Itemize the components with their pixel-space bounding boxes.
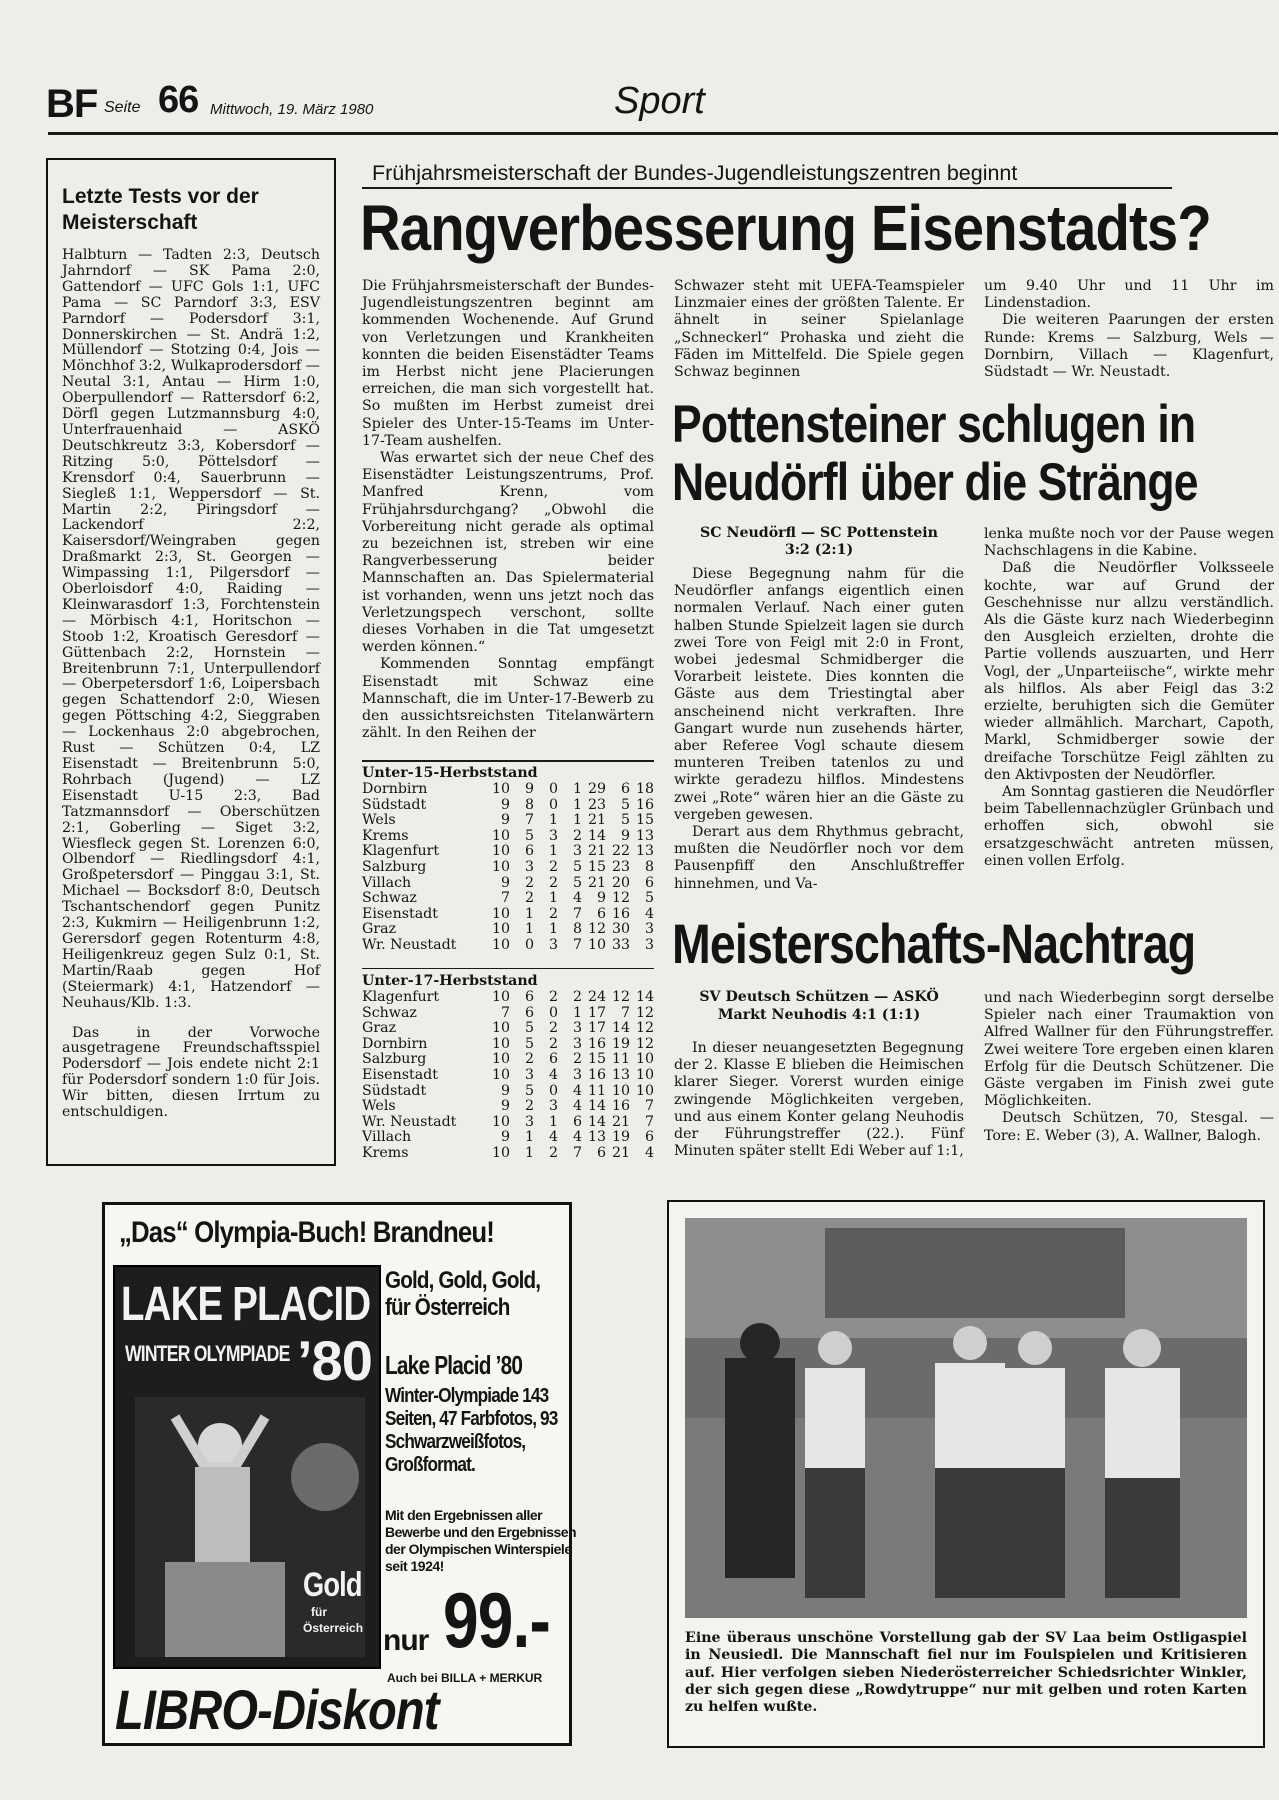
u17-stat-cell: 14 [635,989,654,1005]
u15-stat-cell: 1 [572,781,582,797]
u17-stat-cell: 5 [524,1020,534,1037]
u15-stat-cell: 1 [548,921,558,938]
u15-stat-cell: 22 [611,843,630,860]
u15-stat-cell: 14 [587,827,606,844]
story2-p5: Am Sonntag gastieren die Neudörfler beim Tabellennachzügler Grünbach und erhoffen sich, obwohl sie ersatzgeschwächt antreten müssen, einen vollen Erfolg. [984,784,1274,869]
u17-row [362,990,654,1006]
ad-pitch-details: Winter-Olympiade 143 Seiten, 47 Farbfotos, 93 Schwarzweißfotos, Großformat. [385,1385,558,1476]
u15-stat-cell: 15 [587,858,606,875]
u15-stat-cell: 3 [572,843,582,860]
u17-team-cell: Dornbirn [362,1035,428,1052]
main-col3-p1: um 9.40 Uhr und 11 Uhr im Lindenstadion. [984,278,1274,312]
u17-stat-cell: 5 [524,1035,534,1052]
u17-stat-cell: 10 [491,1051,510,1068]
u17-stat-cell: 2 [524,1051,534,1068]
u15-row [362,938,654,954]
u17-stat-cell: 6 [572,1113,582,1130]
u15-stat-cell: 9 [500,874,510,891]
u15-row [362,860,654,876]
u17-row [362,1068,654,1084]
u17-stat-cell: 2 [572,989,582,1005]
u15-stat-cell: 2 [524,890,534,907]
u17-stat-cell: 4 [572,1129,582,1146]
u17-stat-cell: 10 [491,989,510,1005]
u15-row [362,844,654,860]
u15-stat-cell: 2 [548,874,558,891]
u15-stat-cell: 5 [620,812,630,829]
u15-stat-cell: 1 [572,812,582,829]
u17-stat-cell: 10 [635,1082,654,1099]
u17-stat-cell: 12 [635,1035,654,1052]
u15-stat-cell: 18 [635,781,654,797]
story3-col1 [674,1040,964,1160]
u17-team-cell: Krems [362,1144,409,1161]
u15-stat-cell: 10 [491,905,510,922]
u17-row [362,1099,654,1115]
main-story-col3 [984,278,1274,381]
story3-match-teams: SV Deutsch Schützen — ASKÖ [699,989,939,1005]
u17-team-cell: Graz [362,1020,397,1037]
u15-stat-cell: 1 [524,921,534,938]
u15-stat-cell: 15 [635,812,654,829]
u15-stat-cell: 2 [572,827,582,844]
masthead-rule [48,132,1278,135]
u17-stat-cell: 16 [611,1098,630,1115]
u17-stat-cell: 16 [587,1035,606,1052]
u15-stat-cell: 6 [596,905,606,922]
story3-match [674,988,964,1024]
u15-stat-cell: 7 [572,905,582,922]
u15-stat-cell: 10 [587,936,606,953]
u15-stat-cell: 4 [644,905,654,922]
u17-stat-cell: 2 [572,1051,582,1068]
u15-stat-cell: 12 [587,921,606,938]
u15-stat-cell: 5 [620,796,630,813]
u15-stat-cell: 7 [572,936,582,953]
u17-stat-cell: 10 [491,1066,510,1083]
u15-team-cell: Villach [362,874,412,891]
story2-p1: Diese Begegnung nahm für die Neudörfler anfangs eigentlich einen normalen Verlauf. Nach einer guten halben Stunde Spielzeit lagen sie durch zwei Tore von Feigl mit 2:0 in Front, wobei jedesmal Schmidberger die Vorarbeit leistete. Dies konnten die Gäste aus dem Triestingtal aber anscheinend nicht verkraften. Ihre Gangart wurde nun zusehends härter, aber Referee Vogl schaute diesem munteren Treiben tatenlos zu und wirkte geradezu hilflos. Mindestens zwei „Rote“ wären hier an die Gäste zu vergeben gewesen. [674,566,964,823]
ad-price: 99.- [443,1576,550,1664]
u17-team-cell: Salzburg [362,1051,427,1068]
u17-stat-cell: 4 [572,1082,582,1099]
main-p1: Die Frühjahrsmeisterschaft der Bundes-Jugendleistungszentren beginnt am kommenden Wochenende. Auf Grund von Verletzungen und Krankheiten konnten die beiden Eisenstädter Teams im Herbst nicht jene Placierungen erreichen, die man sich vorgestellt hat. So mußten im Herbst zumeist drei Spieler des Unter-15-Teams im Unter-17-Team aushelfen. [362,278,654,449]
u15-stat-cell: 1 [548,890,558,907]
u15-stat-cell: 33 [611,936,630,953]
main-col2-p1: Schwazer steht mit UEFA-Teamspieler Linzmaier eines der größten Talente. Er ähnelt in seiner Spielanlage „Schneckerl“ Prohaska und zieht die Fäden im Mittelfeld. Die Spiele gegen Schwaz beginnen [674,278,964,381]
u17-stat-cell: 10 [611,1082,630,1099]
u15-stat-cell: 13 [635,827,654,844]
u17-row [362,1037,654,1053]
logo: BF [46,82,98,126]
u15-stat-cell: 10 [491,781,510,797]
u17-stat-cell: 3 [572,1035,582,1052]
u17-stat-cell: 0 [548,1082,558,1099]
u15-stat-cell: 10 [491,827,510,844]
story2-p3: lenka mußte noch vor der Pause wegen Nachschlagens in die Kabine. [984,526,1274,560]
story2-match-teams: SC Neudörfl — SC Pottenstein [700,525,938,541]
ad-headline: „Das“ Olympia-Buch! Brandneu! [119,1216,495,1249]
u17-stat-cell: 11 [611,1051,630,1068]
u15-stat-cell: 2 [548,858,558,875]
photo-frame [667,1200,1265,1748]
u15-stat-cell: 20 [611,874,630,891]
cover-subtitle: WINTER OLYMPIADE [125,1341,290,1366]
u15-team-cell: Wels [362,812,396,829]
u15-stat-cell: 23 [587,796,606,813]
u15-stat-cell: 10 [491,921,510,938]
u17-row [362,1052,654,1068]
results-correction: Das in der Vorwoche ausgetragene Freundschaftsspiel Podersdorf — Jois endete nicht 2:1 für Podersdorf sondern 1:0 für Jois. Wir bitten, diesen Irrtum zu entschuldigen. [62,1024,320,1121]
u15-stat-cell: 3 [644,921,654,938]
u17-stat-cell: 2 [548,1020,558,1037]
u17-stat-cell: 14 [611,1020,630,1037]
u15-row [362,829,654,845]
results-box-title: Letzte Tests vor der Meisterschaft [62,185,259,234]
book-cover [113,1265,381,1669]
u17-stat-cell: 14 [587,1113,606,1130]
u17-team-cell: Eisenstadt [362,1066,438,1083]
u17-row [362,1130,654,1146]
story2-match-score: 3:2 (2:1) [784,542,854,558]
u15-stat-cell: 3 [524,858,534,875]
u15-stat-cell: 6 [524,843,534,860]
u15-stat-cell: 10 [491,843,510,860]
story2-col2 [984,526,1274,870]
page-number: 66 [158,79,199,121]
u15-stat-cell: 9 [596,890,606,907]
u15-team-cell: Krems [362,827,409,844]
u17-stat-cell: 15 [587,1051,606,1068]
u15-stat-cell: 6 [620,781,630,797]
ad-brand: LIBRO-Diskont [115,1678,439,1741]
story3-match-score: Markt Neuhodis 4:1 (1:1) [717,1007,921,1023]
u17-stat-cell: 6 [548,1051,558,1068]
u17-stat-cell: 6 [596,1144,606,1161]
u15-stat-cell: 21 [587,874,606,891]
u15-stat-cell: 8 [524,796,534,813]
u17-stat-cell: 13 [611,1066,630,1083]
u17-stat-cell: 17 [587,1004,606,1021]
ad-price-prefix: nur [383,1624,429,1657]
u15-team-cell: Salzburg [362,858,427,875]
olympia-book-ad [102,1202,577,1746]
u15-stat-cell: 16 [611,905,630,922]
u17-top-rule [362,968,654,969]
u17-stat-cell: 10 [491,1113,510,1130]
u15-stat-cell: 0 [548,796,558,813]
u17-stat-cell: 14 [587,1098,606,1115]
u15-row [362,907,654,923]
u17-stat-cell: 6 [644,1129,654,1146]
story3-headline: Meisterschafts-Nachtrag [672,912,1196,975]
results-list: Halbturn — Tadten 2:3, Deutsch Jahrndorf — SK Pama 2:0, Gattendorf — UFC Gols 1:1, UFC Pama — SC Parndorf 3:3, ESV Parndorf — Podersdorf 3:1, Donnerskirchen — St. Andrä 1:2, Müllendorf — Stotzing 0:4, Jois — Mönchhof 3:2, Wulkaprodersdorf — Neutal 3:1, Antau — Hirm 1:0, Oberpullendorf — Rattersdorf 6:2, Dörfl gegen Lutzmannsburg 4:0, Unterfrauenhaid — ASKÖ Deutschkreutz 3:3, Kobersdorf — Ritzing 5:0, Pöttelsdorf — Krensdorf 0:4, Sauerbrunn — Siegleß 1:1, Weppersdorf — St. Martin 2:2, Piringsdorf — Lackendorf 2:2, Kaisersdorf/Weingraben gegen Draßmarkt 2:3, St. Georgen — Wimpassing 1:1, Pilgersdorf — Oberloisdorf 4:0, Raiding — Kleinwarasdorf 1:3, Forchtenstein — Mörbisch 4:1, Horitschon — Stoob 1:2, Kroatisch Geresdorf — Güttenbach 2:2, Hornstein — Breitenbrunn 7:1, Unterpullendorf — Oberpetersdorf 1:6, Loipersbach gegen Schattendorf 2:0, Wiesen gegen Pöttsching 4:2, Sieggraben — Lockenhaus 2:0 abgebrochen, Rust — Schützen 0:4, LZ Eisenstadt — Breitenbrunn 5:0, Rohrbach (Jugend) — LZ Eisenstadt U-15 2:3, Bad Tatzmannsdorf — Oberschützen 2:1, Goberling — Siget 3:2, Wiesfleck gegen St. Lorenzen 6:0, Olbendorf — Riedlingsdorf 4:1, Großpetersdorf — Pinggau 3:1, St. Michael — Bocksdorf 8:0, Deutsch Tschantschendorf gegen Punitz 2:3, Kukmirn — Heiligenbrunn 1:2, Gerersdorf gegen Rotenturm 4:8, Heiligenkreuz gegen Sulz 0:1, St. Martin/Raab gegen Hof (Steiermark) 4:1, Hatzendorf — Neuhaus/Klb. 1:3. [62,247,320,1011]
u17-stat-cell: 3 [572,1066,582,1083]
u17-stat-cell: 16 [587,1066,606,1083]
story2-match [674,525,964,559]
u17-row [362,1115,654,1131]
u15-team-cell: Graz [362,921,397,938]
u17-stat-cell: 10 [635,1066,654,1083]
main-kicker: Frühjahrsmeisterschaft der Bundes-Jugendleistungszentren beginnt [372,161,1018,185]
u17-stat-cell: 2 [548,1144,558,1161]
u17-stat-cell: 17 [587,1020,606,1037]
u15-stat-cell: 1 [572,796,582,813]
cover-year: ’80 [297,1329,372,1392]
u17-stat-cell: 6 [524,1004,534,1021]
ad-pitch-gold: Gold, Gold, Gold, für Österreich [385,1267,541,1321]
main-p3: Kommenden Sonntag empfängt Eisenstadt mit Schwaz eine Mannschaft, die im Unter-17-Bewerb zu den aussichtsreichsten Titelanwärtern zählt. In den Reihen der [362,656,654,742]
u17-stat-cell: 1 [572,1004,582,1021]
u15-row [362,813,654,829]
u17-team-cell: Wels [362,1098,396,1115]
u17-stat-cell: 3 [548,1098,558,1115]
u17-stat-cell: 12 [611,989,630,1005]
u15-team-cell: Wr. Neustadt [362,936,457,953]
u17-row [362,1084,654,1100]
u17-stat-cell: 19 [611,1035,630,1052]
u15-stat-cell: 13 [635,843,654,860]
u17-stat-cell: 0 [548,1004,558,1021]
u17-stat-cell: 4 [644,1144,654,1161]
u15-stat-cell: 9 [500,796,510,813]
u17-standings [362,990,654,1162]
u15-row [362,922,654,938]
u15-row [362,876,654,892]
u17-stat-cell: 2 [548,1035,558,1052]
u15-stat-cell: 23 [611,858,630,875]
u17-row [362,1146,654,1162]
u17-stat-cell: 12 [635,1004,654,1021]
cover-gold-sub1: für [311,1605,327,1619]
u15-stat-cell: 21 [587,843,606,860]
ad-pitch-lakeplacid: Lake Placid ’80 [385,1350,523,1380]
u15-row [362,891,654,907]
u17-stat-cell: 3 [524,1066,534,1083]
u17-stat-cell: 9 [500,1129,510,1146]
u17-stat-cell: 7 [644,1098,654,1115]
u15-stat-cell: 29 [587,781,606,797]
u17-stat-cell: 4 [548,1129,558,1146]
u15-stat-cell: 3 [548,827,558,844]
u17-team-cell: Klagenfurt [362,989,440,1005]
u15-team-cell: Schwaz [362,890,417,907]
u17-title: Unter-17-Herbststand [362,973,538,989]
main-p2: Was erwartet sich der neue Chef des Eisenstädter Leistungszentrums, Prof. Manfred Krenn, vom Frühjahrsdurchgang? „Obwohl die Vorbereitung nicht gerade als optimal zu bezeichnen ist, streben wir eine Rangverbesserung beider Mannschaften an. Das Spielermaterial ist vorhanden, wenn uns jetzt noch das Verletzungspech verschont, sollte dieses Vorhaben in die Tat umgesetzt werden können.“ [362,450,654,656]
main-col3-p2: Die weiteren Paarungen der ersten Runde: Krems — Salzburg, Wels — Dornbirn, Villach — Klagenfurt, Südstadt — Wr. Neustadt. [984,312,1274,381]
u15-row [362,782,654,798]
u15-stat-cell: 0 [548,781,558,797]
u17-stat-cell: 10 [491,1035,510,1052]
u17-team-cell: Wr. Neustadt [362,1113,457,1130]
u15-stat-cell: 1 [524,905,534,922]
u15-standings [362,782,654,954]
photo-caption: Eine überaus unschöne Vorstellung gab der SV Laa beim Ostligaspiel in Neusiedl. Die Mannschaft fiel nur im Foulspielen und Kritisieren auf. Hier verfolgen sieben Niederösterreicher Schiedsrichter Winkler, der sich gegen diese „Rowdytruppe“ nur mit gelben und roten Karten zu helfen wußte. [685,1630,1247,1716]
u17-row [362,1006,654,1022]
u15-stat-cell: 7 [500,890,510,907]
u17-stat-cell: 7 [500,1004,510,1021]
main-headline: Rangverbesserung Eisenstadts? [360,192,1211,264]
u17-stat-cell: 10 [491,1020,510,1037]
u17-team-cell: Villach [362,1129,412,1146]
u17-stat-cell: 2 [548,989,558,1005]
u17-stat-cell: 3 [524,1113,534,1130]
u17-stat-cell: 3 [572,1020,582,1037]
story3-p1: In dieser neuangesetzten Begegnung der 2. Klasse E blieben die Heimischen klarer Sieger. Vorerst wurden einige zwingende Möglichkeiten vergeben, und aus einem Konter gelang Neuhodis der Führungstreffer (22.). Fünf Minuten später stellt Edi Weber auf 1:1, [674,1040,964,1160]
u15-stat-cell: 2 [548,905,558,922]
u17-stat-cell: 4 [548,1066,558,1083]
u17-stat-cell: 7 [620,1004,630,1021]
story2-headline-line1: Pottensteiner schlugen in [672,395,1196,454]
story2-headline [672,396,1198,512]
u17-stat-cell: 7 [644,1113,654,1130]
page-label: Seite [104,99,141,116]
u15-stat-cell: 5 [572,874,582,891]
u17-stat-cell: 24 [587,989,606,1005]
u15-stat-cell: 5 [524,827,534,844]
u15-title: Unter-15-Herbststand [362,765,538,781]
match-photo [685,1218,1247,1618]
story3-p3: Deutsch Schützen, 70, Stesgal. — Tore: E. Weber (3), A. Wallner, Balogh. [984,1110,1274,1144]
u17-stat-cell: 2 [524,1098,534,1115]
u17-stat-cell: 5 [524,1082,534,1099]
u17-stat-cell: 7 [572,1144,582,1161]
u15-team-cell: Eisenstadt [362,905,438,922]
u17-stat-cell: 1 [524,1129,534,1146]
u15-stat-cell: 3 [644,936,654,953]
u17-stat-cell: 21 [611,1113,630,1130]
u15-stat-cell: 10 [491,936,510,953]
u17-table [362,972,654,1162]
story2-col1 [674,566,964,893]
u15-team-cell: Dornbirn [362,781,428,797]
u17-stat-cell: 1 [524,1144,534,1161]
u15-stat-cell: 16 [635,796,654,813]
u15-stat-cell: 9 [620,827,630,844]
section-title: Sport [614,80,705,122]
u15-stat-cell: 5 [644,890,654,907]
u15-row [362,798,654,814]
u15-top-rule [362,760,654,762]
u15-stat-cell: 8 [644,858,654,875]
u15-stat-cell: 5 [572,858,582,875]
results-box [46,158,336,1166]
cover-gold-sub2: Österreich [303,1621,364,1635]
u17-stat-cell: 1 [548,1113,558,1130]
u17-stat-cell: 21 [611,1144,630,1161]
u15-stat-cell: 9 [500,812,510,829]
u17-team-cell: Schwaz [362,1004,417,1021]
kicker-underline [362,187,1172,189]
u17-stat-cell: 19 [611,1129,630,1146]
u15-stat-cell: 21 [587,812,606,829]
cover-gold: Gold [303,1566,362,1604]
main-story-col2 [674,278,964,381]
skier-figure [135,1397,365,1657]
main-story-col1 [362,278,654,742]
u15-stat-cell: 6 [644,874,654,891]
u17-row [362,1021,654,1037]
u15-stat-cell: 1 [548,843,558,860]
story3-p2: und nach Wiederbeginn sorgt derselbe Spieler nach einer Traumaktion von Alfred Wallner für den Führungstreffer. Zwei weitere Tore ergeben einen klaren Erfolg für die Deutsch Schützener. Die Gäste vergaben im Finish zwei gute Möglichkeiten. [984,990,1274,1110]
u15-stat-cell: 8 [572,921,582,938]
u17-stat-cell: 12 [635,1020,654,1037]
u17-stat-cell: 4 [572,1098,582,1115]
u15-stat-cell: 12 [611,890,630,907]
u15-stat-cell: 2 [524,874,534,891]
u17-stat-cell: 9 [500,1098,510,1115]
u17-stat-cell: 10 [635,1051,654,1068]
u15-stat-cell: 1 [548,812,558,829]
story2-p2: Derart aus dem Rhythmus gebracht, mußten die Neudörfler noch vor dem Pausenpfiff den Anschlußtreffer hinnehmen, und Va- [674,824,964,892]
u17-stat-cell: 6 [524,989,534,1005]
cover-title: LAKE PLACID [121,1278,371,1331]
u15-team-cell: Südstadt [362,796,427,813]
ad-pitch-results: Mit den Ergebnissen aller Bewerbe und den Ergebnissen der Olympischen Winterspiele seit 1924! [385,1507,577,1574]
u15-stat-cell: 3 [548,936,558,953]
u17-stat-cell: 13 [587,1129,606,1146]
u15-stat-cell: 4 [572,890,582,907]
u15-stat-cell: 30 [611,921,630,938]
u15-stat-cell: 7 [524,812,534,829]
ad-also-available: Auch bei BILLA + MERKUR [387,1671,543,1685]
u15-stat-cell: 9 [524,781,534,797]
u17-stat-cell: 9 [500,1082,510,1099]
story2-p4: Daß die Neudörfler Volksseele kochte, war auf Grund der Geschehnisse nur allzu verständlich. Als die Gäste kurz nach Wiederbeginn den Ausgleich erzielten, drohte die Partie vollends auszuarten, und Herr Vogl, der „Unparteiische“, wirkte mehr als hilflos. Als aber Feigl das 3:2 erzielte, beruhigten sich die Gemüter wieder allmählich. Marchart, Capoth, Markl, Schmidberger sowie der dreifache Torschütze Feigl zählten zu den Aktivposten der Neudörfler. [984,560,1274,783]
u15-team-cell: Klagenfurt [362,843,440,860]
u15-stat-cell: 0 [524,936,534,953]
u17-stat-cell: 10 [491,1144,510,1161]
issue-date: Mittwoch, 19. März 1980 [210,101,374,118]
story3-col2 [984,990,1274,1145]
u15-stat-cell: 10 [491,858,510,875]
u17-stat-cell: 11 [587,1082,606,1099]
u17-team-cell: Südstadt [362,1082,427,1099]
u15-table [362,764,654,954]
story2-headline-line2: Neudörfl über die Stränge [672,453,1198,512]
